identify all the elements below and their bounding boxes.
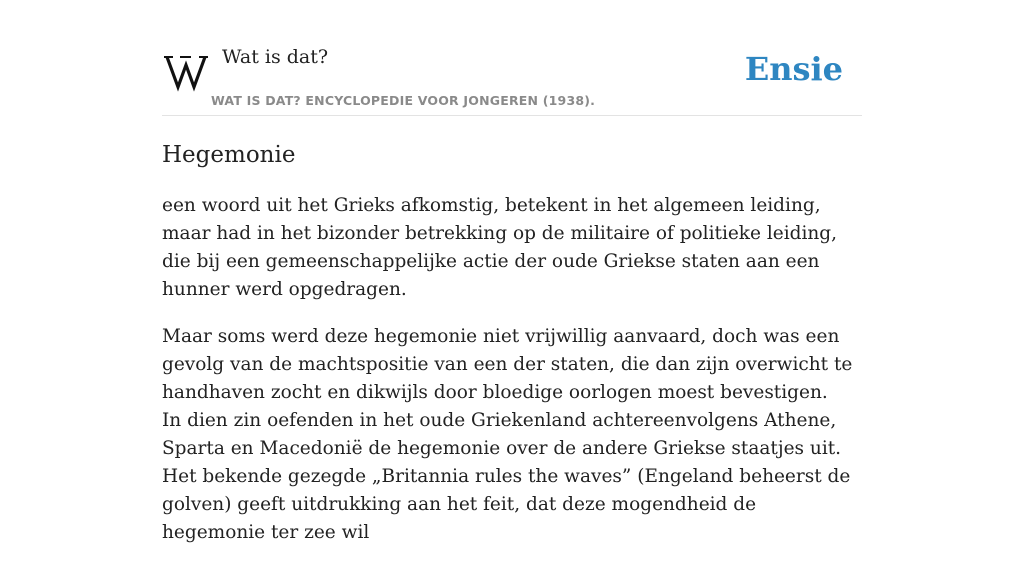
definition-paragraph [162,323,862,547]
article-content [162,139,862,566]
wikipedia-w-icon[interactable] [164,51,208,91]
ensie-brand-link[interactable]: Ensie [744,50,843,88]
definition-line: In dien zin oefenden in het oude Griekenland achtereenvolgens Athene, Sparta en Macedonië de hegemonie over de andere Griekse staatjes uit. [162,410,842,459]
definition-line: Het bekende gezegde „Britannia rules the waves” (Engeland beheerst de golven) geeft uitdrukking aan het feit, dat deze mogendheid de hegemonie ter zee wil [162,466,851,543]
site-title[interactable]: Wat is dat? [222,46,329,68]
source-subtitle: WAT IS DAT? ENCYCLOPEDIE VOOR JONGEREN (1938). [211,93,596,108]
article-definition [162,192,862,547]
site-header [162,40,862,116]
article-title: Hegemonie [162,142,296,168]
definition-paragraph: een woord uit het Grieks afkomstig, betekent in het algemeen leiding, maar had in het bizonder betrekking op de militaire of politieke leiding, die bij een gemeenschappelijke actie der oude Griekse staten aan een hunner werd opgedragen. [162,195,838,300]
definition-line: Maar soms werd deze hegemonie niet vrijwillig aanvaard, doch was een gevolg van de machtspositie van een der staten, die dan zijn overwicht te handhaven zocht en dikwijls door bloedige oorlogen moest bevestigen. [162,326,853,403]
